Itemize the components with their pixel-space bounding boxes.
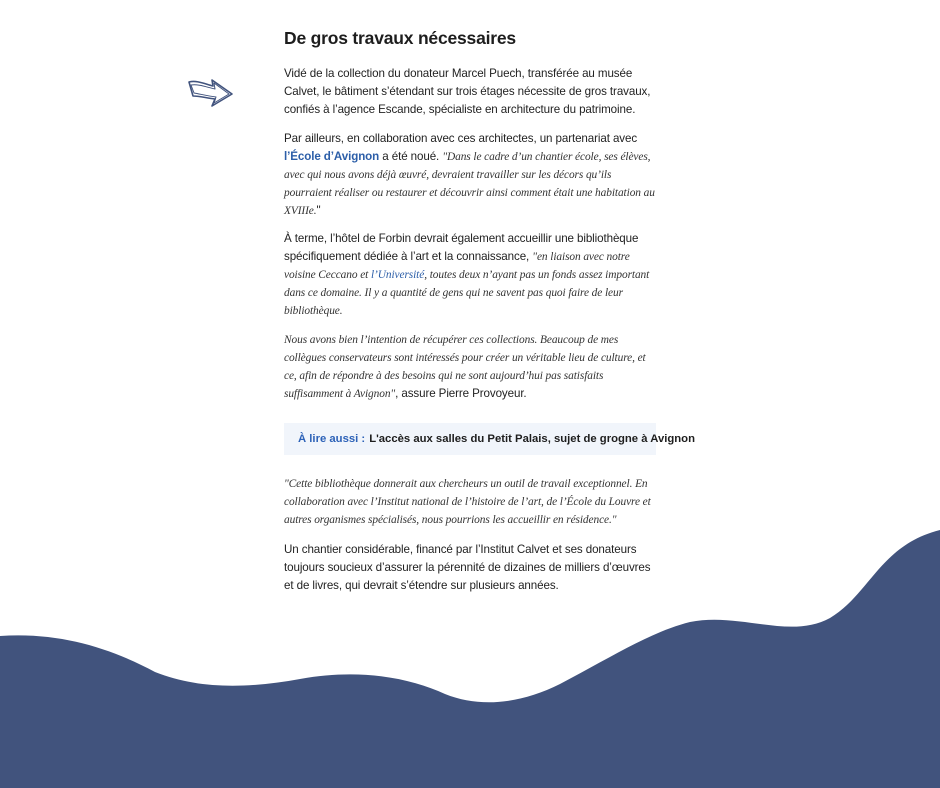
universite-link[interactable]: l’Université <box>370 269 425 281</box>
quote: Nous avons bien l’intention de récupérer ces collections. Beaucoup de mes collègues conservateurs sont intéressés pour créer un véritable lieu de culture, et ce, afin de répondre à des besoins qui ne sont aujourd’hui pas satisfaits suffisamment à Avignon" <box>284 334 646 400</box>
paragraph: Par ailleurs, en collaboration avec ces architectes, un partenariat avec l’École d’Avignon a été noué. "Dans le cadre d’un chantier école, ses élèves, avec qui nous avons déjà œuvré, devraient travailler sur les décors qu’ils pourraient réaliser ou restaurer et découvrir ainsi comment était une habitation au XVIIIe." <box>284 132 655 217</box>
paragraph: Vidé de la collection du donateur Marcel Puech, transférée au musée Calvet, le bâtiment s’étendant sur trois étages nécessite de gros travaux, confiés à l’agence Escande, spécialiste en architecture du patrimoine. <box>284 67 651 116</box>
ecole-avignon-link[interactable]: l’École d’Avignon <box>284 150 380 163</box>
read-also-box[interactable] <box>284 423 695 455</box>
paragraph: À terme, l’hôtel de Forbin devrait également accueillir une bibliothèque spécifiquement dédiée à l’art et la connaissance, "en liaison avec notre voisine Ceccano et l’Université, toutes deux n’ayant pas un fonds assez important dans ce domaine. Il y a quantité de gens qui ne savent pas quoi faire de leur bibliothèque. <box>284 232 650 317</box>
hand-drawn-arrow-icon <box>185 72 237 110</box>
paragraph: Un chantier considérable, financé par l’Institut Calvet et ses donateurs toujours soucieux d’assurer la pérennité de dizaines de milliers d’œuvres et de livres, qui devrait s’étendre sur plusieurs années. <box>284 543 651 592</box>
read-also-label: À lire aussi : <box>298 433 366 445</box>
quote: "en liaison avec notre voisine Ceccano et <box>284 251 630 281</box>
paragraph: Nous avons bien l’intention de récupérer ces collections. Beaucoup de mes collègues conservateurs sont intéressés pour créer un véritable lieu de culture, et ce, afin de répondre à des besoins qui ne sont aujourd’hui pas satisfaits suffisamment à Avignon", assure Pierre Provoyeur. <box>284 334 646 400</box>
quote: "Cette bibliothèque donnerait aux chercheurs un outil de travail exceptionnel. En collaboration avec l’Institut national de l’histoire de l’art, de l’École du Louvre et autres organismes spécialisés, nous pourrions les accueillir en résidence." <box>284 478 651 526</box>
read-also-link[interactable]: L'accès aux salles du Petit Palais, sujet de grogne à Avignon <box>369 433 695 445</box>
article-body <box>284 28 695 595</box>
section-title: De gros travaux nécessaires <box>284 28 516 48</box>
quote: , toutes deux n’ayant pas un fonds assez important dans ce domaine. Il y a quantité de gens qui ne savent pas quoi faire de leur bibliothèque. <box>284 269 650 317</box>
paragraph <box>284 475 660 529</box>
quote: "Dans le cadre d’un chantier école, ses élèves, avec qui nous avons déjà œuvré, devraient travailler sur les décors qu’ils pourraient réaliser ou restaurer et découvrir ainsi comment était une habitation au XVIIIe. <box>284 151 655 217</box>
